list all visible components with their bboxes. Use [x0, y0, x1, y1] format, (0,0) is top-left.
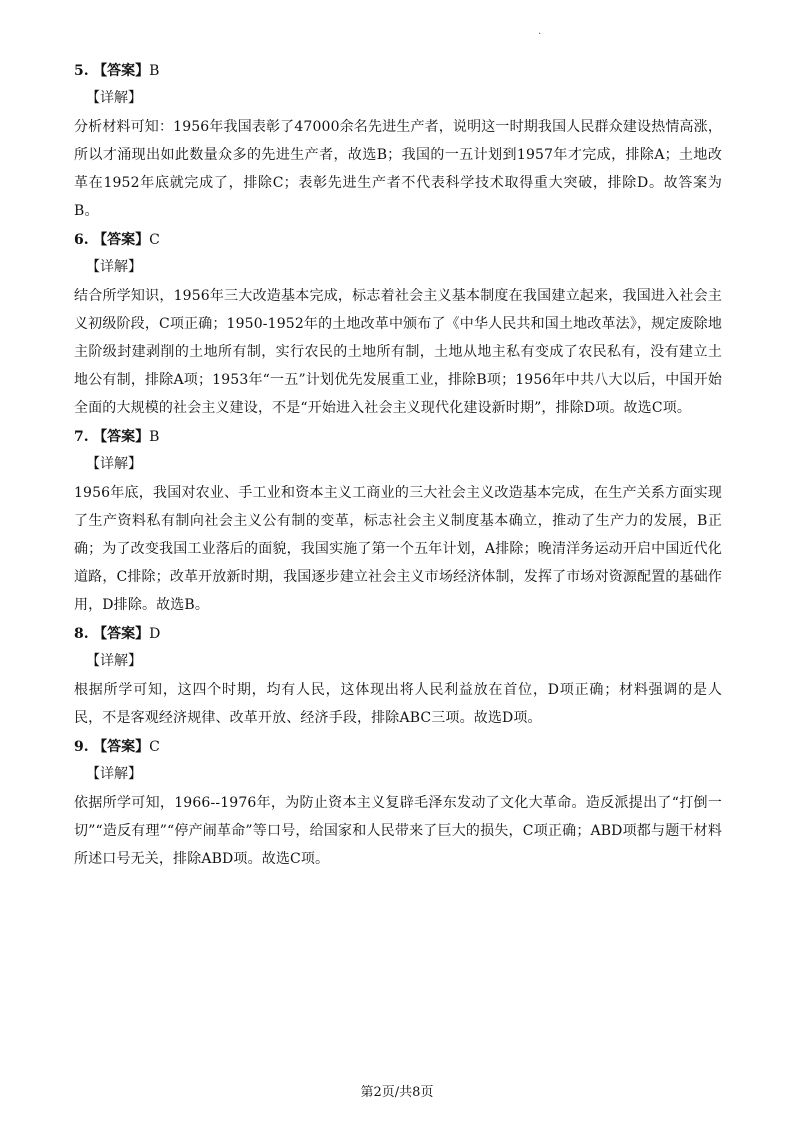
- question-6: [74, 231, 722, 422]
- question-number: 7.: [74, 429, 89, 445]
- answer-value: C: [149, 739, 160, 755]
- detail-label: 【详解】: [86, 90, 142, 106]
- answer-line: [74, 231, 722, 249]
- detail-label: 【详解】: [86, 259, 142, 275]
- question-9: [74, 738, 722, 873]
- page-number-footer: 第2页/共8页: [360, 1085, 434, 1100]
- question-8: [74, 625, 722, 732]
- question-number: 5.: [74, 63, 89, 79]
- detail-label: 【详解】: [86, 766, 142, 782]
- answer-label: 【答案】: [93, 232, 150, 248]
- explanation-text: 根据所学可知，这四个时期，均有人民，这体现出将人民利益放在首位，D项正确；材料强调的是人民，不是客观经济规律、改革开放、经济手段，排除ABC三项。故选D项。: [74, 682, 722, 726]
- answer-line: [74, 62, 722, 80]
- question-number: 6.: [74, 232, 89, 248]
- detail-label: 【详解】: [86, 653, 142, 669]
- question-number: 9.: [74, 739, 89, 755]
- answer-label: 【答案】: [93, 739, 150, 755]
- question-5: [74, 62, 722, 225]
- detail-label: 【详解】: [86, 456, 142, 472]
- question-7: [74, 428, 722, 619]
- explanation-text: 依据所学可知，1966--1976年，为防止资本主义复辟毛泽东发动了文化大革命。造反派提出了“打倒一切”“造反有理”“停产闹革命”等口号，给国家和人民带来了巨大的损失，C项正确；ABD项都与题干材料所述口号无关，排除ABD项。故选C项。: [74, 795, 722, 867]
- explanation-text: 结合所学知识，1956年三大改造基本完成，标志着社会主义基本制度在我国建立起来，我国进入社会主义初级阶段，C项正确；1950-1952年的土地改革中颁布了《中华人民共和国土地改革法》，规定废除地主阶级封建剥削的土地所有制，实行农民的土地所有制，土地从地主私有变成了农民私有，没有建立土地公有制，排除A项；1953年“一五”计划优先发展重工业，排除B项；1956年中共八大以后，中国开始全面的大规模的社会主义建设，不是“开始进入社会主义现代化建设新时期”，排除D项。故选C项。: [74, 288, 722, 416]
- answer-value: B: [149, 429, 160, 445]
- answer-value: C: [149, 232, 160, 248]
- explanation-text: 1956年底，我国对农业、手工业和资本主义工商业的三大社会主义改造基本完成，在生产关系方面实现了生产资料私有制向社会主义公有制的变革，标志社会主义制度基本确立，推动了生产力的发展，B正确；为了改变我国工业落后的面貌，我国实施了第一个五年计划，A排除；晚清洋务运动开启中国近代化道路，C排除；改革开放新时期，我国逐步建立社会主义市场经济体制，发挥了市场对资源配置的基础作用，D排除。故选B。: [74, 485, 722, 613]
- answer-label: 【答案】: [93, 63, 150, 79]
- answer-label: 【答案】: [93, 626, 150, 642]
- answer-explanations: [74, 62, 722, 873]
- answer-label: 【答案】: [93, 429, 150, 445]
- question-number: 8.: [74, 626, 89, 642]
- header-mark: .: [538, 26, 542, 37]
- answer-line: [74, 625, 722, 643]
- explanation-text: 分析材料可知：1956年我国表彰了47000余名先进生产者，说明这一时期我国人民群众建设热情高涨，所以才涌现出如此数量众多的先进生产者，故选B；我国的一五计划到1957年才完成，排除A；土地改革在1952年底就完成了，排除C；表彰先进生产者不代表科学技术取得重大突破，排除D。故答案为B。: [74, 119, 722, 219]
- answer-line: [74, 428, 722, 446]
- answer-value: D: [149, 626, 161, 642]
- answer-line: [74, 738, 722, 756]
- answer-value: B: [149, 63, 160, 79]
